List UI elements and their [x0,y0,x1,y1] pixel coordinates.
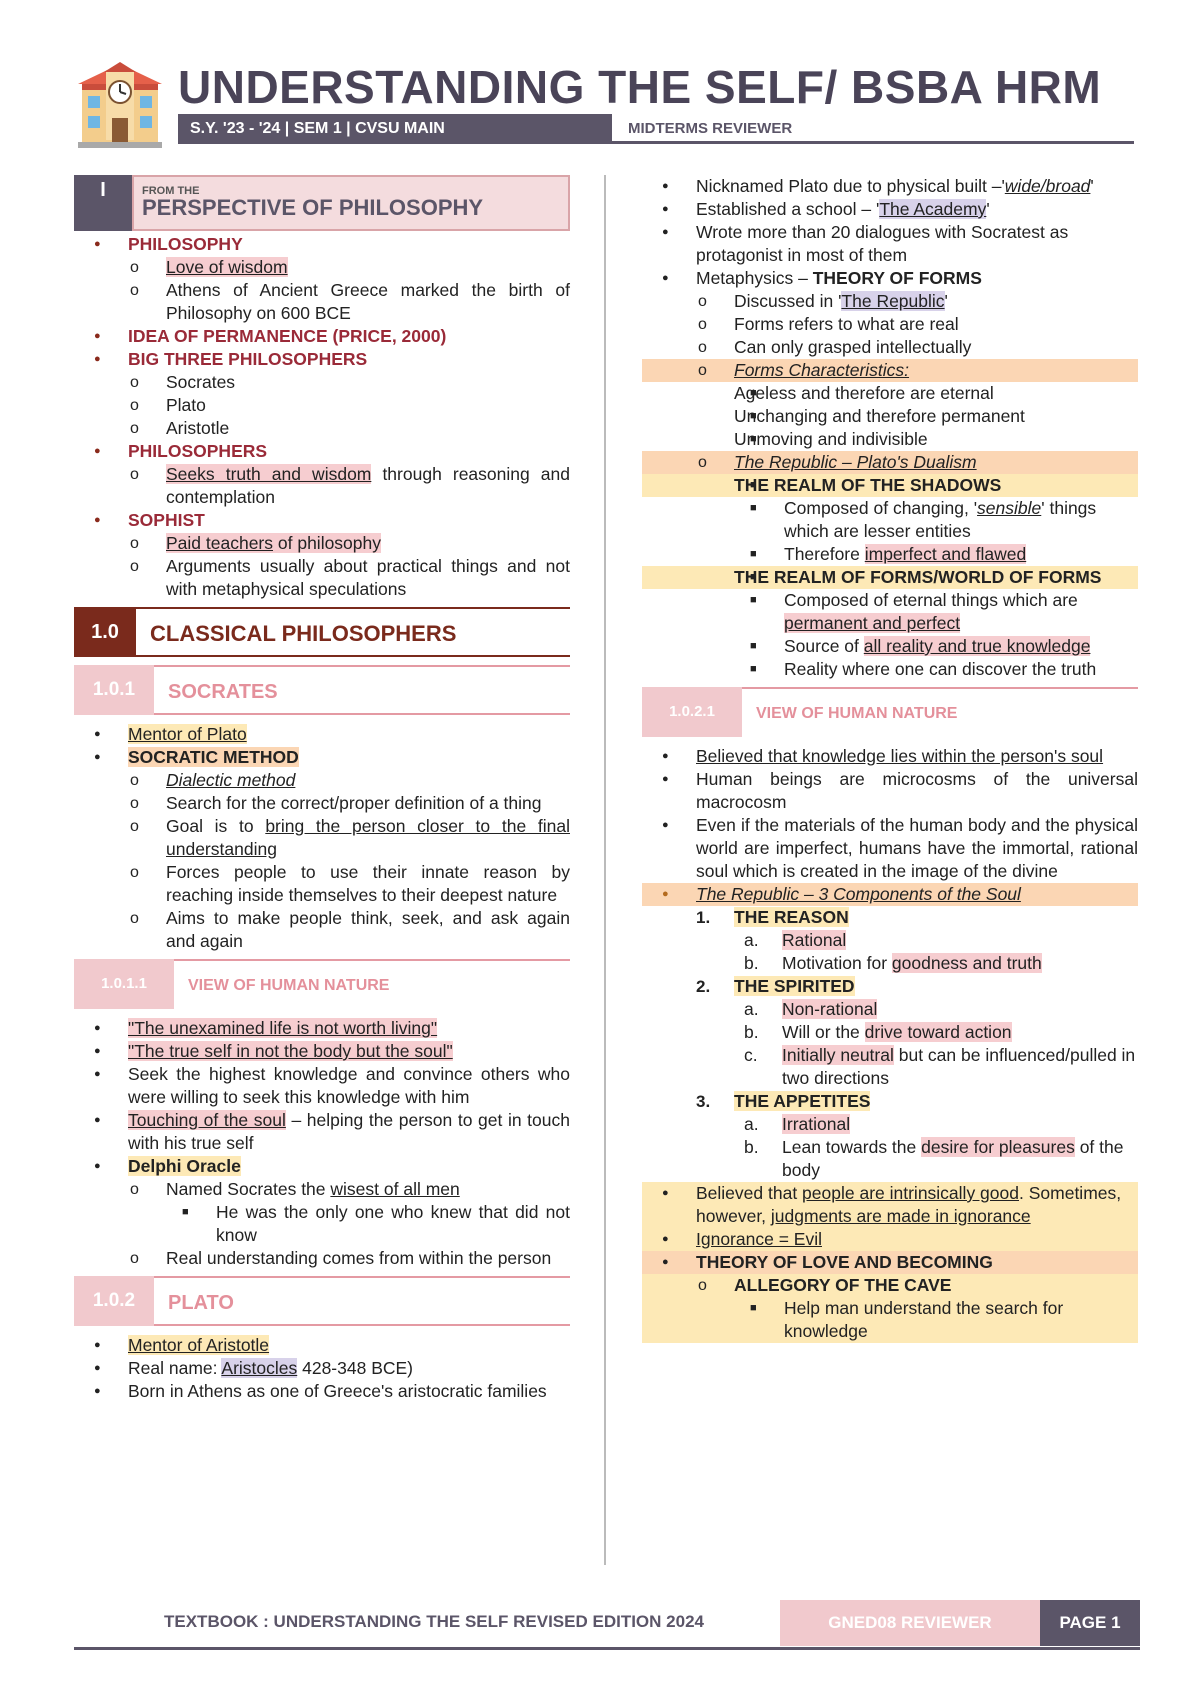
list-item: ■ Composed of changing, 'sensible' things which are lesser entities [642,497,1138,543]
list-item: ■ Unchanging and therefore permanent [642,405,1138,428]
list-item: c. Initially neutral but can be influenced/pulled in two directions [642,1044,1138,1090]
school-year-bar: S.Y. '23 - '24 | SEM 1 | CVSU MAIN [178,114,612,144]
list-item: o Forms refers to what are real [642,313,1138,336]
reviewer-tag: GNED08 REVIEWER [780,1600,1040,1646]
list-item: ■ Source of all reality and true knowledge [642,635,1138,658]
list-item: ● BIG THREE PHILOSOPHERS [74,348,570,371]
list-item: o ALLEGORY OF THE CAVE [642,1274,1138,1297]
list-item: ■ THE REALM OF THE SHADOWS [642,474,1138,497]
section-band-classical [74,607,570,657]
reviewer-label: MIDTERMS REVIEWER [612,114,1134,144]
section-band-socrates [74,665,570,715]
list-item: a. Non-rational [642,998,1138,1021]
column-divider [604,175,606,1565]
list-item: ● Established a school – 'The Academy' [642,198,1138,221]
band-number: 1.0.2.1 [642,687,742,737]
plato-continued-list [642,175,1138,681]
left-column [74,175,570,1403]
page-title: UNDERSTANDING THE SELF/ BSBA HRM [178,61,1102,113]
list-item: o Socrates [74,371,570,394]
list-item: 3. THE APPETITES [642,1090,1138,1113]
list-item: ● Mentor of Aristotle [74,1334,570,1357]
list-item: o Can only grasped intellectually [642,336,1138,359]
band-title: PLATO [154,1276,570,1326]
list-item: ■ Therefore imperfect and flawed [642,543,1138,566]
list-item: ● Born in Athens as one of Greece's aristocratic families [74,1380,570,1403]
list-item: ■ He was the only one who knew that did not know [74,1201,570,1247]
list-item: ● "The true self in not the body but the soul" [74,1040,570,1063]
list-item: o Athens of Ancient Greece marked the birth of Philosophy on 600 BCE [74,279,570,325]
socrates-nature-list [74,1017,570,1270]
list-item: o Named Socrates the wisest of all men [74,1178,570,1201]
band-number: 1.0.1 [74,665,154,715]
list-item: ● Believed that people are intrinsically good. Sometimes, however, judgments are made in ignorance [642,1182,1138,1228]
list-item: ● Nicknamed Plato due to physical built –'wide/broad' [642,175,1138,198]
list-item: o Dialectic method [74,769,570,792]
list-item: ● The Republic – 3 Components of the Soul [642,883,1138,906]
section-title: PERSPECTIVE OF PHILOSOPHY [142,195,484,220]
list-item: ● Touching of the soul – helping the person to get in touch with his true self [74,1109,570,1155]
page-number: PAGE 1 [1040,1600,1140,1646]
list-item: ● SOPHIST [74,509,570,532]
band-title: CLASSICAL PHILOSOPHERS [136,607,570,657]
list-item: ● Even if the materials of the human body and the physical world are imperfect, humans have the immortal, rational soul which is created in the image of the divine [642,814,1138,883]
list-item: ● Metaphysics – THEORY OF FORMS [642,267,1138,290]
list-item: 1. THE REASON [642,906,1138,929]
list-item: ● THEORY OF LOVE AND BECOMING [642,1251,1138,1274]
list-item: o Goal is to bring the person closer to the final understanding [74,815,570,861]
list-item: ● PHILOSOPHY [74,233,570,256]
section-number: I [74,175,132,231]
list-item: b. Will or the drive toward action [642,1021,1138,1044]
section-subtitle: FROM THE [142,185,200,197]
list-item: ● Believed that knowledge lies within the person's soul [642,745,1138,768]
page-header [74,60,1134,155]
list-item: o Search for the correct/proper definition of a thing [74,792,570,815]
band-title: SOCRATES [154,665,570,715]
section-band-plato-nature [642,687,1138,737]
section-band-socrates-nature [74,959,570,1009]
list-item: o Aristotle [74,417,570,440]
list-item: a. Rational [642,929,1138,952]
section-band-plato [74,1276,570,1326]
list-item: ● Mentor of Plato [74,723,570,746]
band-title: VIEW OF HUMAN NATURE [174,959,570,1009]
list-item: b. Lean towards the desire for pleasures of the body [642,1136,1138,1182]
list-item: o Love of wisdom [74,256,570,279]
list-item: ● "The unexamined life is not worth living" [74,1017,570,1040]
list-item: ■ Unmoving and indivisible [642,428,1138,451]
list-item: ● SOCRATIC METHOD [74,746,570,769]
right-column [642,175,1138,1343]
band-number: 1.0.1.1 [74,959,174,1009]
section-header-philosophy [74,175,570,231]
band-number: 1.0 [74,607,136,657]
list-item: ■ THE REALM OF FORMS/WORLD OF FORMS [642,566,1138,589]
list-item: ● Wrote more than 20 dialogues with Socratest as protagonist in most of them [642,221,1138,267]
list-item: a. Irrational [642,1113,1138,1136]
list-item: 2. THE SPIRITED [642,975,1138,998]
plato-nature-list [642,745,1138,1343]
list-item: ■ Ageless and therefore are eternal [642,382,1138,405]
plato-list [74,1334,570,1403]
list-item: o Seeks truth and wisdom through reasoning and contemplation [74,463,570,509]
textbook-source: TEXTBOOK : UNDERSTANDING THE SELF REVISED EDITION 2024 [164,1612,704,1631]
list-item: ● Seek the highest knowledge and convince others who were willing to seek this knowledge with him [74,1063,570,1109]
page-footer [74,1600,1140,1650]
list-item: o The Republic – Plato's Dualism [642,451,1138,474]
list-item: ■ Reality where one can discover the truth [642,658,1138,681]
philosophy-list [74,233,570,601]
list-item: ● Human beings are microcosms of the universal macrocosm [642,768,1138,814]
list-item: ■ Help man understand the search for knowledge [642,1297,1138,1343]
band-title: VIEW OF HUMAN NATURE [742,687,1138,737]
list-item: o Forces people to use their innate reason by reaching inside themselves to their deepest nature [74,861,570,907]
list-item: o Real understanding comes from within the person [74,1247,570,1270]
list-item: o Paid teachers of philosophy [74,532,570,555]
list-item: o Discussed in 'The Republic' [642,290,1138,313]
school-building-icon [74,62,166,150]
socrates-list [74,723,570,953]
band-number: 1.0.2 [74,1276,154,1326]
list-item: o Arguments usually about practical things and not with metaphysical speculations [74,555,570,601]
list-item: ■ Composed of eternal things which are permanent and perfect [642,589,1138,635]
list-item: ● Ignorance = Evil [642,1228,1138,1251]
list-item: o Aims to make people think, seek, and ask again and again [74,907,570,953]
list-item: ● Real name: Aristocles 428-348 BCE) [74,1357,570,1380]
list-item: o Plato [74,394,570,417]
list-item: ● PHILOSOPHERS [74,440,570,463]
list-item: ● IDEA OF PERMANENCE (PRICE, 2000) [74,325,570,348]
list-item: o Forms Characteristics: [642,359,1138,382]
list-item: b. Motivation for goodness and truth [642,952,1138,975]
list-item: ● Delphi Oracle [74,1155,570,1178]
